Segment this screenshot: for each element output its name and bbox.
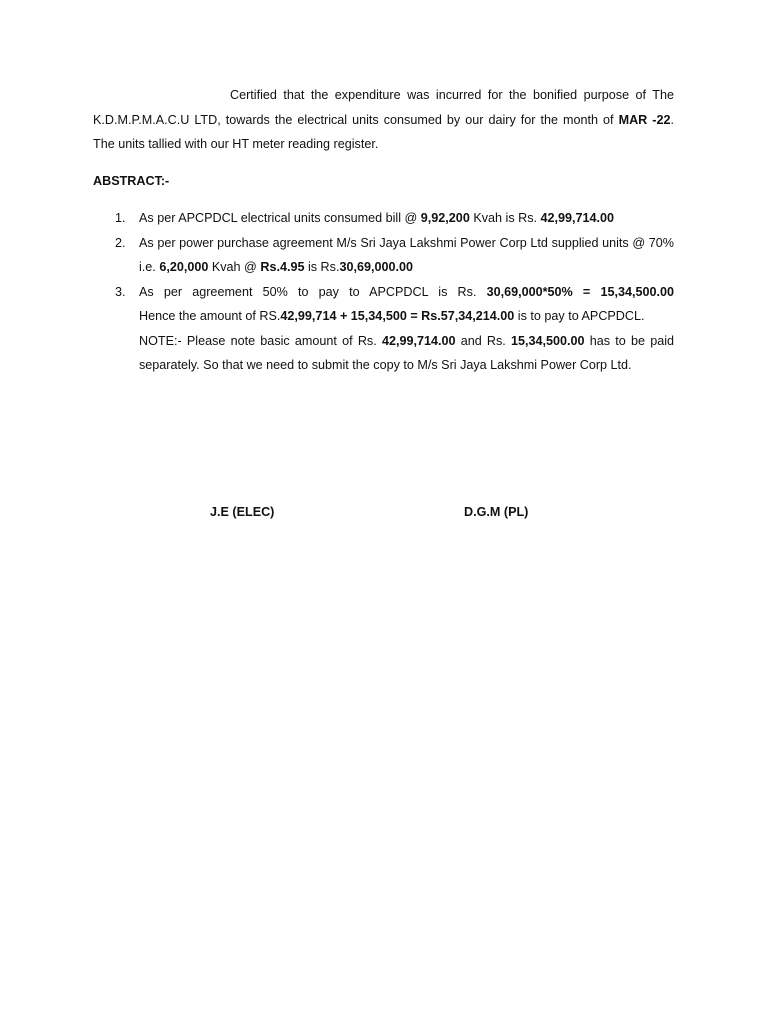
signature-je-elec: J.E (ELEC) bbox=[210, 505, 275, 519]
abstract-heading: ABSTRACT:- bbox=[93, 174, 170, 188]
note-text-c: has to be paid separately. So that we need to submit the copy to M/s Sri Jaya Lakshmi Power Corp Ltd. bbox=[139, 333, 675, 372]
billing-month: MAR -22 bbox=[618, 112, 671, 127]
list-item-number: 3. bbox=[115, 284, 126, 299]
supplied-units-value: 6,20,000 bbox=[159, 260, 209, 274]
abstract-list bbox=[115, 206, 675, 378]
note-paragraph bbox=[139, 329, 674, 378]
unit-rate-value: Rs.4.95 bbox=[260, 260, 305, 274]
note-text-a: NOTE:- Please note basic amount of Rs. bbox=[139, 333, 382, 348]
item-2-text-c: is Rs. bbox=[304, 260, 340, 274]
item-1-text-b: Kvah is Rs. bbox=[469, 211, 541, 225]
list-item-text bbox=[139, 231, 674, 280]
note-basic-amount: 42,99,714.00 bbox=[381, 333, 456, 348]
total-amount-calculation: 42,99,714 + 15,34,500 = Rs.57,34,214.00 bbox=[280, 309, 515, 323]
list-item-1 bbox=[115, 206, 674, 231]
agreement-share-calculation: 30,69,000*50% = 15,34,500.00 bbox=[486, 284, 674, 299]
item-2-text-a: As per power purchase agreement M/s Sri Jaya Lakshmi Power Corp Ltd supplied units @ 70% i.e. bbox=[139, 235, 674, 274]
total-amount-line bbox=[139, 304, 674, 329]
list-item-2 bbox=[115, 231, 674, 280]
list-item-number: 2. bbox=[115, 235, 126, 250]
apcpdcl-bill-amount: 42,99,714.00 bbox=[540, 211, 615, 225]
list-item-text bbox=[139, 280, 674, 305]
power-purchase-amount: 30,69,000.00 bbox=[339, 260, 413, 274]
intro-text-2: . The units tallied with our HT meter reading register. bbox=[93, 112, 675, 151]
intro-text-1: Certified that the expenditure was incurred for the bonified purpose of The K.D.M.P.M.A.C.U LTD, towards the electrical units consumed by our dairy for the month of bbox=[93, 88, 674, 127]
hence-text-b: is to pay to APCPDCL. bbox=[514, 309, 645, 323]
item-2-text-b: Kvah @ bbox=[208, 260, 261, 274]
units-consumed-value: 9,92,200 bbox=[420, 211, 470, 225]
signature-dgm-pl: D.G.M (PL) bbox=[464, 505, 529, 519]
item-1-text-a: As per APCPDCL electrical units consumed bill @ bbox=[139, 211, 421, 225]
item-3-text-a: As per agreement 50% to pay to APCPDCL is Rs. bbox=[139, 284, 487, 299]
certification-paragraph bbox=[93, 83, 674, 157]
hence-text-a: Hence the amount of RS. bbox=[139, 309, 281, 323]
note-text-b: and Rs. bbox=[455, 333, 512, 348]
list-item-text bbox=[139, 206, 674, 231]
list-item-number: 1. bbox=[115, 211, 126, 225]
note-share-amount: 15,34,500.00 bbox=[511, 333, 585, 348]
list-item-3 bbox=[115, 280, 674, 305]
